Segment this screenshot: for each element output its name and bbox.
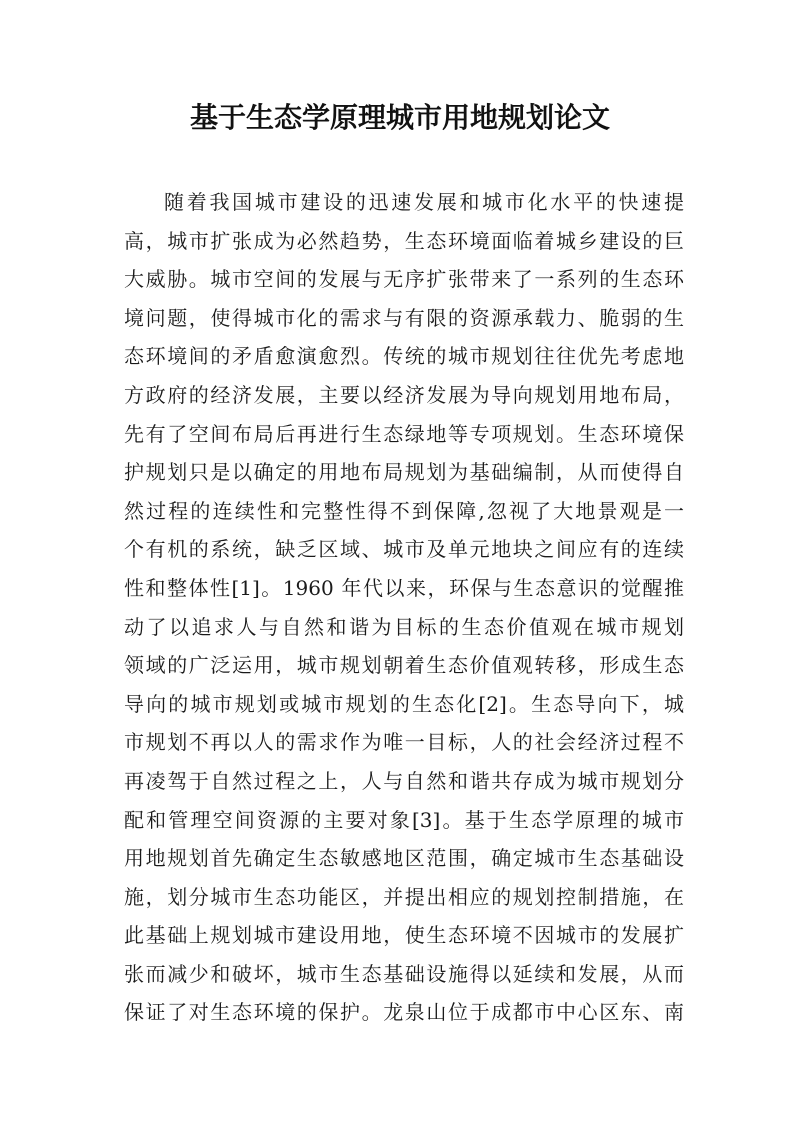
text-line: 高，城市扩张成为必然趋势，生态环境面临着城乡建设的巨: [124, 228, 684, 253]
text-line: 然过程的连续性和完整性得不到保障,忽视了大地景观是一: [124, 498, 684, 523]
text-line: 随着我国城市建设的迅速发展和城市化水平的快速提: [164, 190, 684, 214]
text-line: 大威胁。城市空间的发展与无序扩张带来了一系列的生态环: [124, 267, 684, 292]
text-line: 用地规划首先确定生态敏感地区范围，确定城市生态基础设: [124, 846, 684, 871]
text-line: 动了以追求人与自然和谐为目标的生态价值观在城市规划: [124, 614, 684, 639]
text-line: 方政府的经济发展，主要以经济发展为导向规划用地布局，: [124, 382, 684, 407]
text-line: 施，划分城市生态功能区，并提出相应的规划控制措施，在: [124, 884, 684, 909]
text-line: 领域的广泛运用，城市规划朝着生态价值观转移，形成生态: [124, 653, 684, 678]
body-paragraph: [124, 183, 684, 1032]
text-line: 张而减少和破坏，城市生态基础设施得以延续和发展，从而: [124, 961, 684, 986]
text-line: 先有了空间布局后再进行生态绿地等专项规划。生态环境保: [124, 421, 684, 446]
text-line: 配和管理空间资源的主要对象[3]。基于生态学原理的城市: [124, 807, 684, 832]
text-line: 再凌驾于自然过程之上，人与自然和谐共存成为城市规划分: [124, 768, 684, 793]
text-line: 个有机的系统，缺乏区域、城市及单元地块之间应有的连续: [124, 537, 684, 562]
text-line: 市规划不再以人的需求作为唯一目标，人的社会经济过程不: [124, 730, 684, 755]
text-line: 态环境间的矛盾愈演愈烈。传统的城市规划往往优先考虑地: [124, 344, 684, 369]
text-line: 此基础上规划城市建设用地，使生态环境不因城市的发展扩: [124, 923, 684, 948]
text-line: 保证了对生态环境的保护。龙泉山位于成都市中心区东、南: [124, 1000, 684, 1025]
text-line: 导向的城市规划或城市规划的生态化[2]。生态导向下，城: [124, 691, 684, 716]
text-line: 性和整体性[1]。1960 年代以来，环保与生态意识的觉醒推: [124, 575, 684, 600]
text-line: 境问题，使得城市化的需求与有限的资源承载力、脆弱的生: [124, 305, 684, 330]
text-line: 护规划只是以确定的用地布局规划为基础编制，从而使得自: [124, 460, 684, 485]
document-title: 基于生态学原理城市用地规划论文: [189, 101, 610, 134]
